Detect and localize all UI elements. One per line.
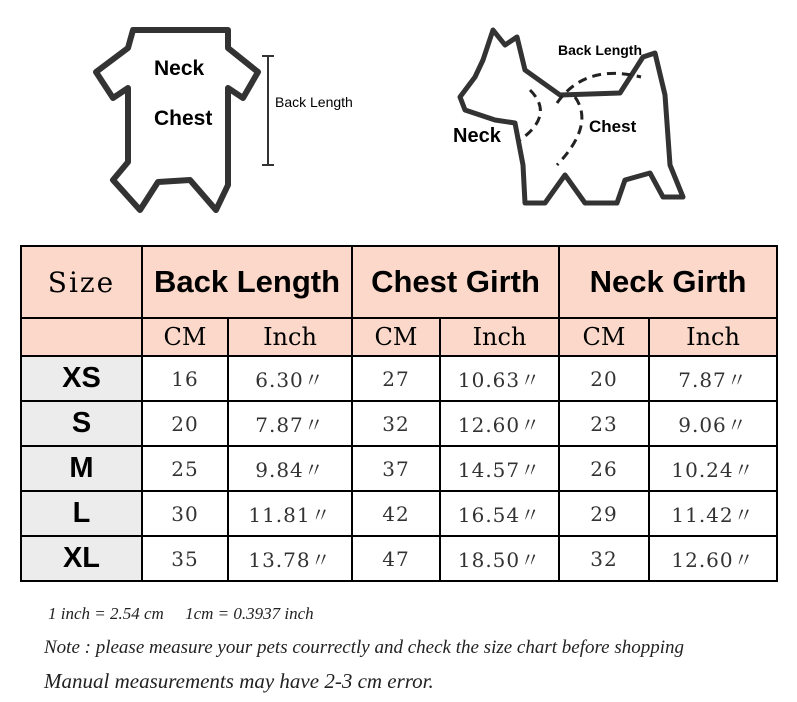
table-cell: 10.63〃	[440, 356, 559, 401]
unit-header-cm: CM	[352, 318, 440, 356]
unit-header-inch: Inch	[440, 318, 559, 356]
table-cell: 9.06〃	[649, 401, 777, 446]
unit-header-inch: Inch	[228, 318, 352, 356]
table-cell: 12.60〃	[649, 536, 777, 581]
table-cell: 32	[352, 401, 440, 446]
size-label: L	[21, 491, 142, 536]
table-row	[21, 356, 777, 401]
table-cell: 20	[559, 356, 649, 401]
table-cell: 30	[142, 491, 228, 536]
table-cell: 10.24〃	[649, 446, 777, 491]
neck-girth-header: Neck Girth	[559, 246, 777, 318]
table-cell: 32	[559, 536, 649, 581]
size-label: XL	[21, 536, 142, 581]
table-cell: 18.50〃	[440, 536, 559, 581]
chest-label: Chest	[589, 117, 637, 136]
table-cell: 6.30〃	[228, 356, 352, 401]
back-length-label: Back Length	[275, 94, 353, 110]
unit-header-cm: CM	[559, 318, 649, 356]
size-column-header: Size	[21, 246, 142, 318]
table-cell: 16.54〃	[440, 491, 559, 536]
table-cell: 42	[352, 491, 440, 536]
neck-label: Neck	[154, 57, 205, 80]
table-cell: 29	[559, 491, 649, 536]
garment-diagram	[78, 20, 378, 225]
table-cell: 26	[559, 446, 649, 491]
size-label: XS	[21, 356, 142, 401]
dog-diagram	[445, 15, 715, 215]
table-cell: 7.87〃	[649, 356, 777, 401]
unit-header-blank	[21, 318, 142, 356]
table-cell: 47	[352, 536, 440, 581]
table-header-row	[21, 246, 777, 318]
size-label: S	[21, 401, 142, 446]
garment-outline-icon	[78, 20, 378, 225]
table-cell: 11.42〃	[649, 491, 777, 536]
chest-girth-header: Chest Girth	[352, 246, 559, 318]
conversion-note: 1 inch = 2.54 cm 1cm = 0.3937 inch	[48, 604, 314, 623]
table-cell: 14.57〃	[440, 446, 559, 491]
table-cell: 16	[142, 356, 228, 401]
unit-header-inch: Inch	[649, 318, 777, 356]
neck-label: Neck	[453, 125, 501, 147]
back-length-label: Back Length	[558, 42, 643, 58]
table-cell: 27	[352, 356, 440, 401]
table-cell: 13.78〃	[228, 536, 352, 581]
table-row	[21, 446, 777, 491]
table-row	[21, 401, 777, 446]
chest-label: Chest	[154, 107, 213, 130]
measure-note: Note : please measure your pets courrectly and check the size chart before shopping	[44, 637, 685, 658]
table-row	[21, 491, 777, 536]
table-cell: 11.81〃	[228, 491, 352, 536]
table-cell: 23	[559, 401, 649, 446]
unit-header-cm: CM	[142, 318, 228, 356]
size-label: M	[21, 446, 142, 491]
error-note: Manual measurements may have 2-3 cm error.	[44, 669, 434, 693]
table-cell: 20	[142, 401, 228, 446]
unit-header-row	[21, 318, 777, 356]
table-cell: 37	[352, 446, 440, 491]
table-row	[21, 536, 777, 581]
size-chart-table	[20, 245, 778, 582]
table-cell: 7.87〃	[228, 401, 352, 446]
table-cell: 12.60〃	[440, 401, 559, 446]
table-cell: 35	[142, 536, 228, 581]
back-length-header: Back Length	[142, 246, 352, 318]
table-cell: 9.84〃	[228, 446, 352, 491]
table-cell: 25	[142, 446, 228, 491]
